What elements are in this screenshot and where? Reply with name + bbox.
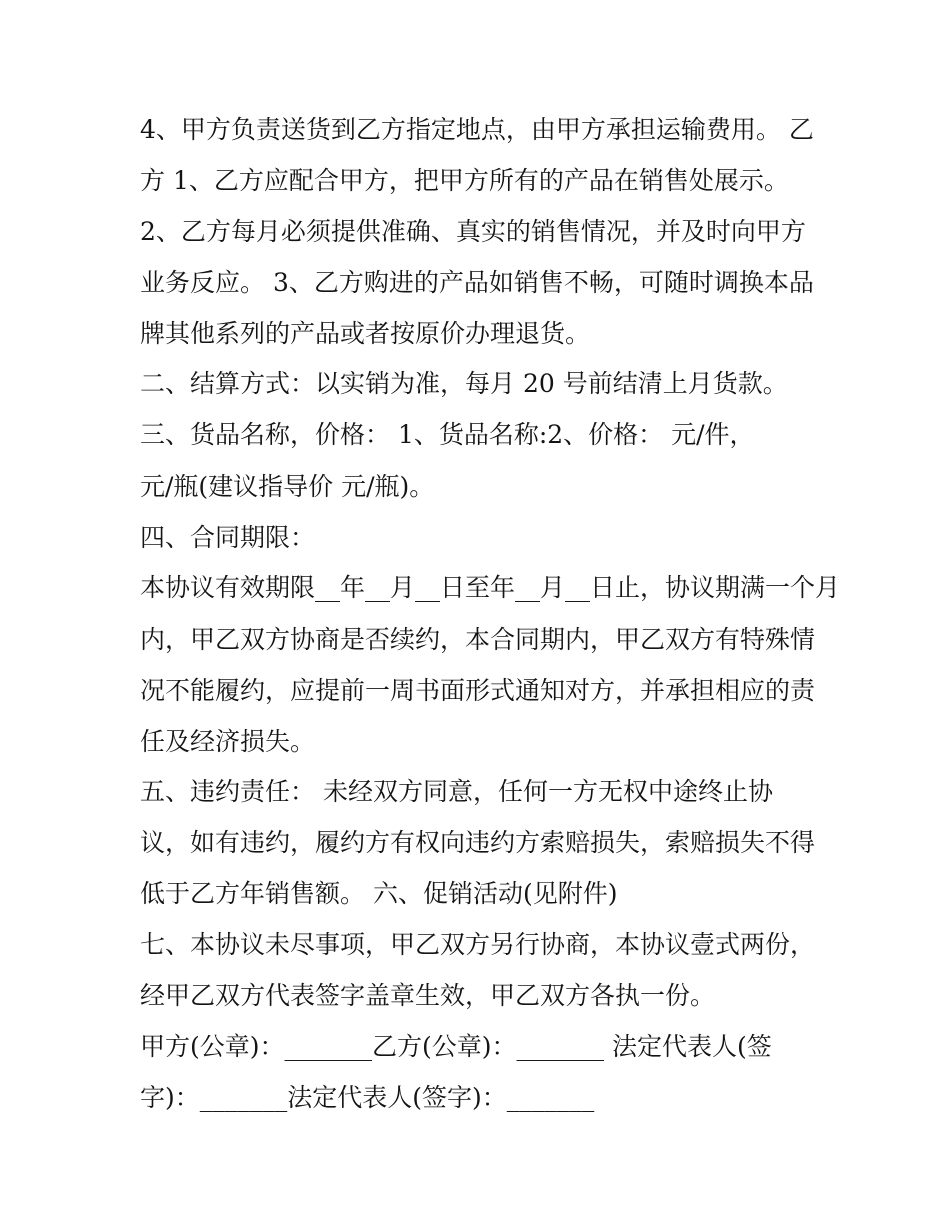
product-price-line-1: 三、货品名称，价格： 1、货品名称:2、价格： 元/件， bbox=[140, 420, 755, 449]
settlement-line: 二、结算方式：以实销为准，每月 20 号前结清上月货款。 bbox=[140, 369, 788, 398]
contract-term-line-4: 任及经济损失。 bbox=[140, 727, 316, 756]
signature-line-1: 甲方(公章)：_______乙方(公章)：_______ 法定代表人(签 bbox=[140, 1032, 772, 1061]
paragraph-line-4: 业务反应。 3、乙方购进的产品如销售不畅，可随时调换本品 bbox=[140, 268, 814, 297]
product-price-line-2: 元/瓶(建议指导价 元/瓶)。 bbox=[140, 472, 435, 501]
breach-line-3: 低于乙方年销售额。 六、促销活动(见附件) bbox=[140, 879, 618, 908]
contract-term-line-1: 本协议有效期限__年__月__日至年__月__日止，协议期满一个月 bbox=[140, 573, 841, 602]
paragraph-line-2: 方 1、乙方应配合甲方，把甲方所有的产品在销售处展示。 bbox=[140, 166, 789, 195]
paragraph-line-3: 2、乙方每月必须提供准确、真实的销售情况，并及时向甲方 bbox=[140, 217, 806, 246]
misc-line-1: 七、本协议未尽事项，甲乙双方另行协商，本协议壹式两份， bbox=[140, 930, 816, 959]
misc-line-2: 经甲乙双方代表签字盖章生效，甲乙双方各执一份。 bbox=[140, 981, 716, 1010]
signature-line-2: 字)：_______法定代表人(签字)：_______ bbox=[140, 1083, 595, 1112]
contract-term-heading: 四、合同期限： bbox=[140, 523, 316, 552]
breach-line-2: 议，如有违约，履约方有权向违约方索赔损失，索赔损失不得 bbox=[140, 828, 816, 857]
paragraph-line-1: 4、甲方负责送货到乙方指定地点，由甲方承担运输费用。 乙 bbox=[140, 115, 814, 144]
contract-term-line-2: 内，甲乙双方协商是否续约，本合同期内，甲乙双方有特殊情 bbox=[140, 625, 816, 654]
contract-term-line-3: 况不能履约，应提前一周书面形式通知对方，并承担相应的责 bbox=[140, 676, 816, 705]
breach-line-1: 五、违约责任： 未经双方同意，任何一方无权中途终止协 bbox=[140, 777, 773, 806]
paragraph-line-5: 牌其他系列的产品或者按原价办理退货。 bbox=[140, 319, 591, 348]
